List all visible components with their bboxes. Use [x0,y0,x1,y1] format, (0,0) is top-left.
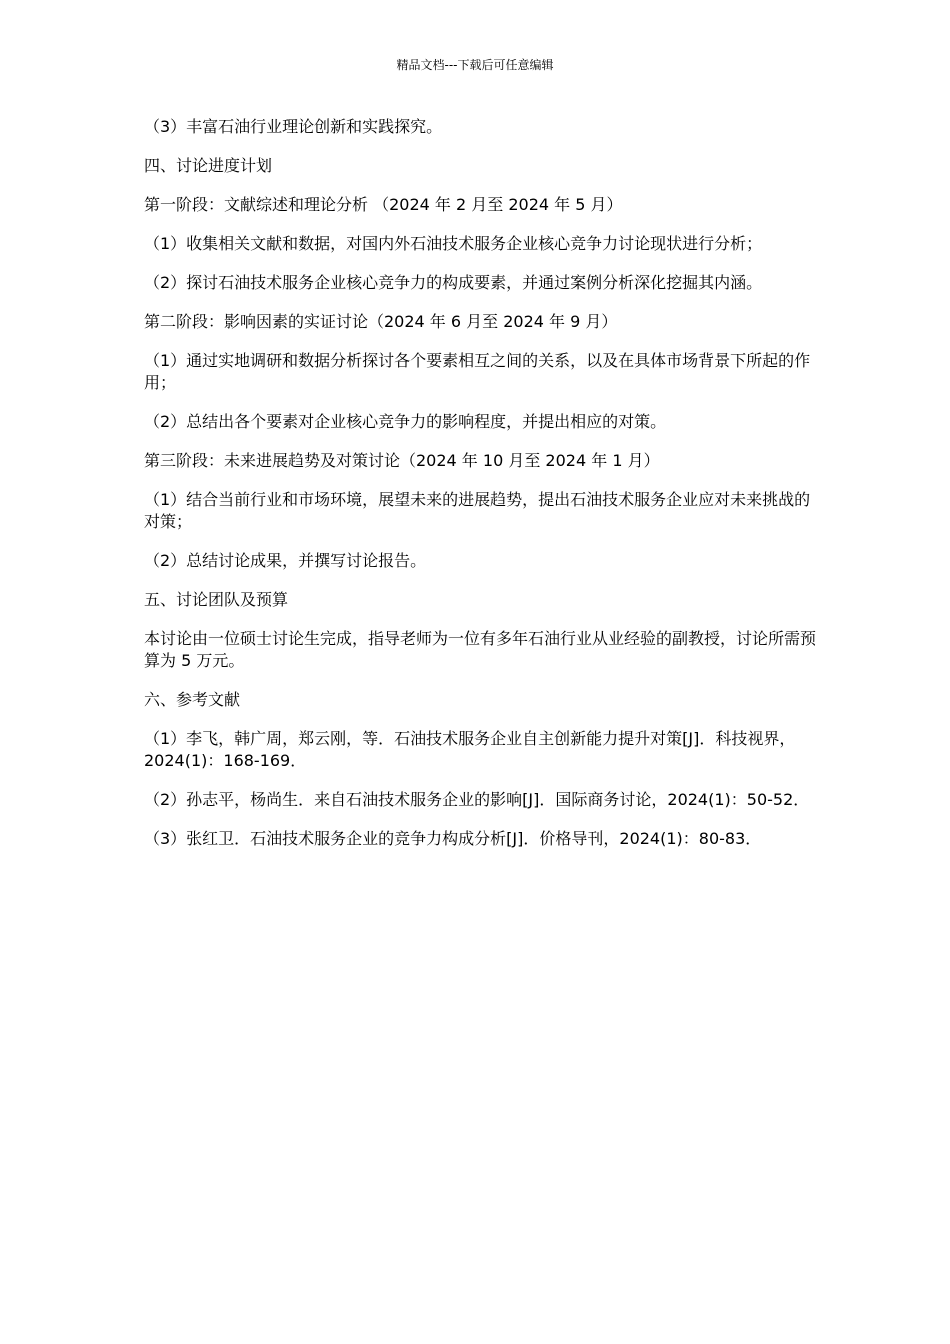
phase-1-item-1: （1）收集相关文献和数据，对国内外石油技术服务企业核心竞争力讨论现状进行分析； [144,234,763,253]
section-heading-references: 六、参考文献 [144,690,241,709]
page-header: 精品文档---下载后可任意编辑 [396,58,554,72]
phase-2-heading: 第二阶段：影响因素的实证讨论（2024 年 6 月至 2024 年 9 月） [144,312,618,331]
phase-3-heading: 第三阶段：未来进展趋势及对策讨论（2024 年 10 月至 2024 年 1 月） [144,451,660,470]
phase-2-item-1: （1）通过实地调研和数据分析探讨各个要素相互之间的关系，以及在具体市场背景下所起的作用； [144,351,811,392]
phase-3-item-1: （1）结合当前行业和市场环境，展望未来的进展趋势，提出石油技术服务企业应对未来挑战的对策； [144,490,811,531]
reference-2: （2）孙志平，杨尚生．来自石油技术服务企业的影响[J]．国际商务讨论，2024(1)：50-52． [144,790,810,809]
phase-1-heading: 第一阶段：文献综述和理论分析 （2024 年 2 月至 2024 年 5 月） [144,195,623,214]
reference-3: （3）张红卫．石油技术服务企业的竞争力构成分析[J]．价格导刊，2024(1)：80-83． [144,829,762,848]
phase-3-item-2: （2）总结讨论成果，并撰写讨论报告。 [144,551,427,570]
section-heading-team-budget: 五、讨论团队及预算 [144,590,289,609]
phase-1-item-2: （2）探讨石油技术服务企业核心竞争力的构成要素，并通过案例分析深化挖掘其内涵。 [144,273,763,292]
phase-2-item-2: （2）总结出各个要素对企业核心竞争力的影响程度，并提出相应的对策。 [144,412,667,431]
reference-1: （1）李飞，韩广周，郑云刚，等．石油技术服务企业自主创新能力提升对策[J]．科技视界，2024(1)：168-169． [144,729,796,770]
team-budget-text: 本讨论由一位硕士讨论生完成，指导老师为一位有多年石油行业从业经验的副教授，讨论所需预算为 5 万元。 [144,629,817,670]
document-body [144,116,820,867]
paragraph-goal-3: （3）丰富石油行业理论创新和实践探究。 [144,117,443,136]
section-heading-schedule: 四、讨论进度计划 [144,156,273,175]
